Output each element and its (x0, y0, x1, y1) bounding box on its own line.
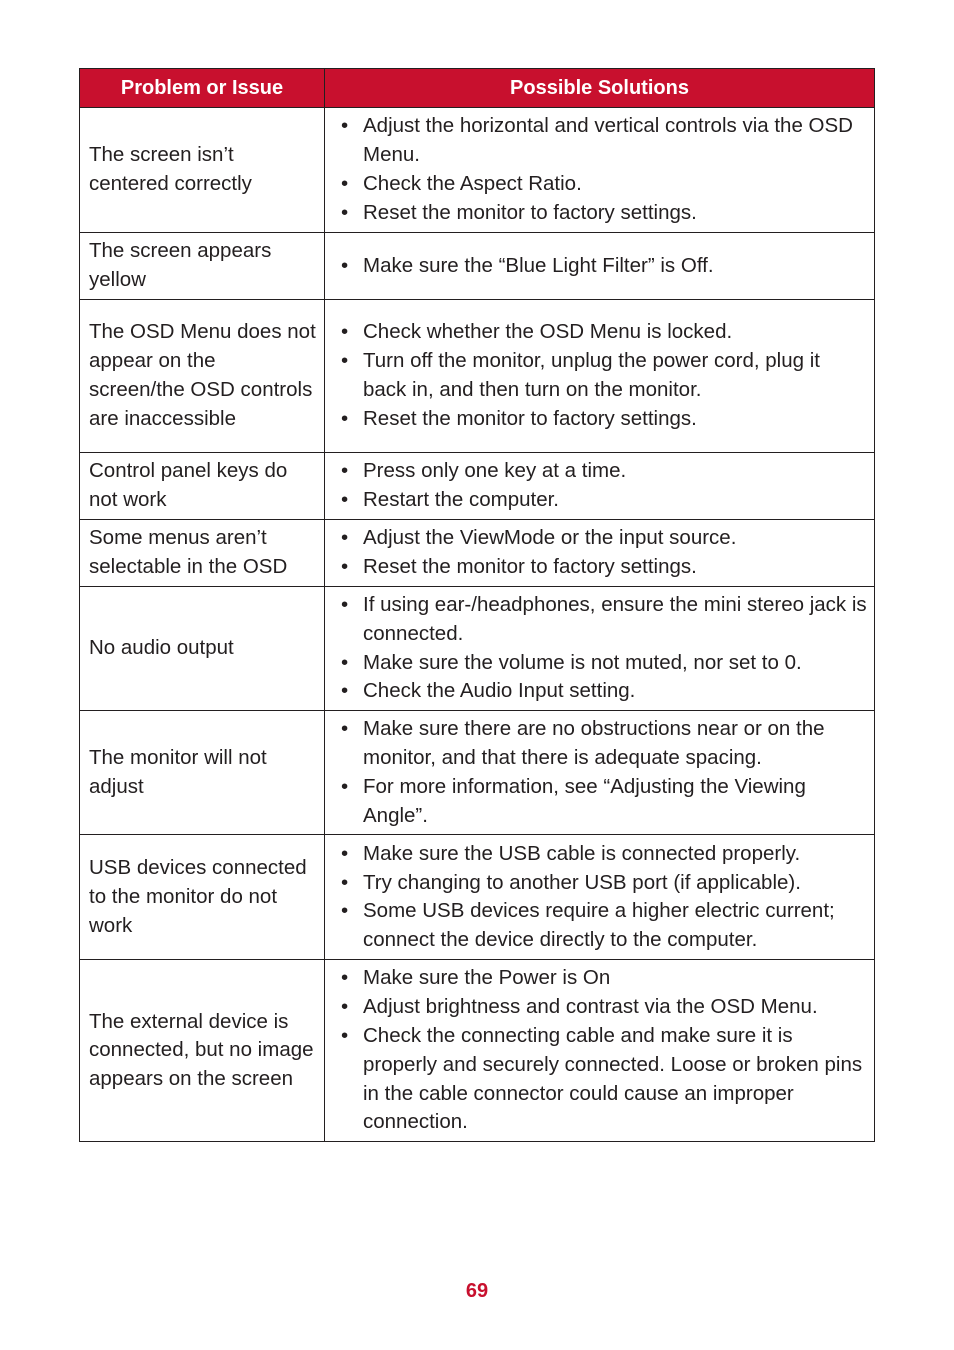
problem-cell: The screen isn’t centered correctly (80, 108, 325, 233)
solution-item: • Restart the computer. (339, 486, 868, 515)
header-problem: Problem or Issue (80, 69, 325, 108)
page-number: 69 (465, 1280, 489, 1302)
problem-cell: No audio output (80, 587, 325, 711)
table-row (80, 453, 875, 520)
solution-item: • Check the connecting cable and make sure it is properly and securely connected. Loose or broken pins in the cable connector could cause an improper connection. (339, 1022, 868, 1137)
solutions-cell (325, 233, 875, 300)
table-row (80, 835, 875, 960)
solution-list (339, 524, 868, 582)
problem-cell: Control panel keys do not work (80, 453, 325, 520)
solution-list (339, 591, 868, 706)
solutions-cell (325, 711, 875, 835)
solution-list (339, 252, 868, 281)
solution-item: • Turn off the monitor, unplug the power cord, plug it back in, and then turn on the monitor. (339, 347, 868, 405)
problem-cell: The OSD Menu does not appear on the screen/the OSD controls are inaccessible (80, 300, 325, 453)
solutions-cell (325, 835, 875, 960)
problem-cell: Some menus aren’t selectable in the OSD (80, 520, 325, 587)
solution-item: • Adjust the ViewMode or the input source. (339, 524, 868, 553)
problem-cell: The external device is connected, but no image appears on the screen (80, 960, 325, 1142)
solutions-cell (325, 520, 875, 587)
solutions-cell (325, 453, 875, 520)
solution-list (339, 840, 868, 955)
solution-item: • Try changing to another USB port (if applicable). (339, 869, 868, 898)
table-header-row (80, 69, 875, 108)
solution-item: • Make sure there are no obstructions near or on the monitor, and that there is adequate spacing. (339, 715, 868, 773)
solution-item: • Make sure the “Blue Light Filter” is Off. (339, 252, 868, 281)
table-row (80, 233, 875, 300)
solution-list (339, 318, 868, 433)
solution-item: • Check the Aspect Ratio. (339, 170, 868, 199)
solution-list (339, 715, 868, 830)
solutions-cell (325, 300, 875, 453)
solution-item: • Reset the monitor to factory settings. (339, 199, 868, 228)
solutions-cell (325, 587, 875, 711)
solution-item: • Check the Audio Input setting. (339, 677, 868, 706)
solution-item: • Make sure the USB cable is connected properly. (339, 840, 868, 869)
header-solutions: Possible Solutions (325, 69, 875, 108)
table-row (80, 587, 875, 711)
solution-item: • Make sure the volume is not muted, nor set to 0. (339, 649, 868, 678)
problem-cell: The screen appears yellow (80, 233, 325, 300)
table-row (80, 108, 875, 233)
solution-item: • Check whether the OSD Menu is locked. (339, 318, 868, 347)
solution-item: • Some USB devices require a higher electric current; connect the device directly to the computer. (339, 897, 868, 955)
table-row (80, 300, 875, 453)
problem-cell: USB devices connected to the monitor do not work (80, 835, 325, 960)
solutions-cell (325, 108, 875, 233)
solution-item: • Adjust brightness and contrast via the OSD Menu. (339, 993, 868, 1022)
solution-item: • If using ear-/headphones, ensure the mini stereo jack is connected. (339, 591, 868, 649)
solution-list (339, 964, 868, 1137)
troubleshooting-table (79, 68, 875, 1142)
problem-cell: The monitor will not adjust (80, 711, 325, 835)
solution-item: • Press only one key at a time. (339, 457, 868, 486)
solution-item: • Make sure the Power is On (339, 964, 868, 993)
table-row (80, 520, 875, 587)
solutions-cell (325, 960, 875, 1142)
solution-item: • Reset the monitor to factory settings. (339, 553, 868, 582)
solution-item: • Adjust the horizontal and vertical controls via the OSD Menu. (339, 112, 868, 170)
table-row (80, 960, 875, 1142)
solution-item: • Reset the monitor to factory settings. (339, 405, 868, 434)
solution-list (339, 457, 868, 515)
table-row (80, 711, 875, 835)
solution-item: • For more information, see “Adjusting the Viewing Angle”. (339, 773, 868, 831)
solution-list (339, 112, 868, 227)
